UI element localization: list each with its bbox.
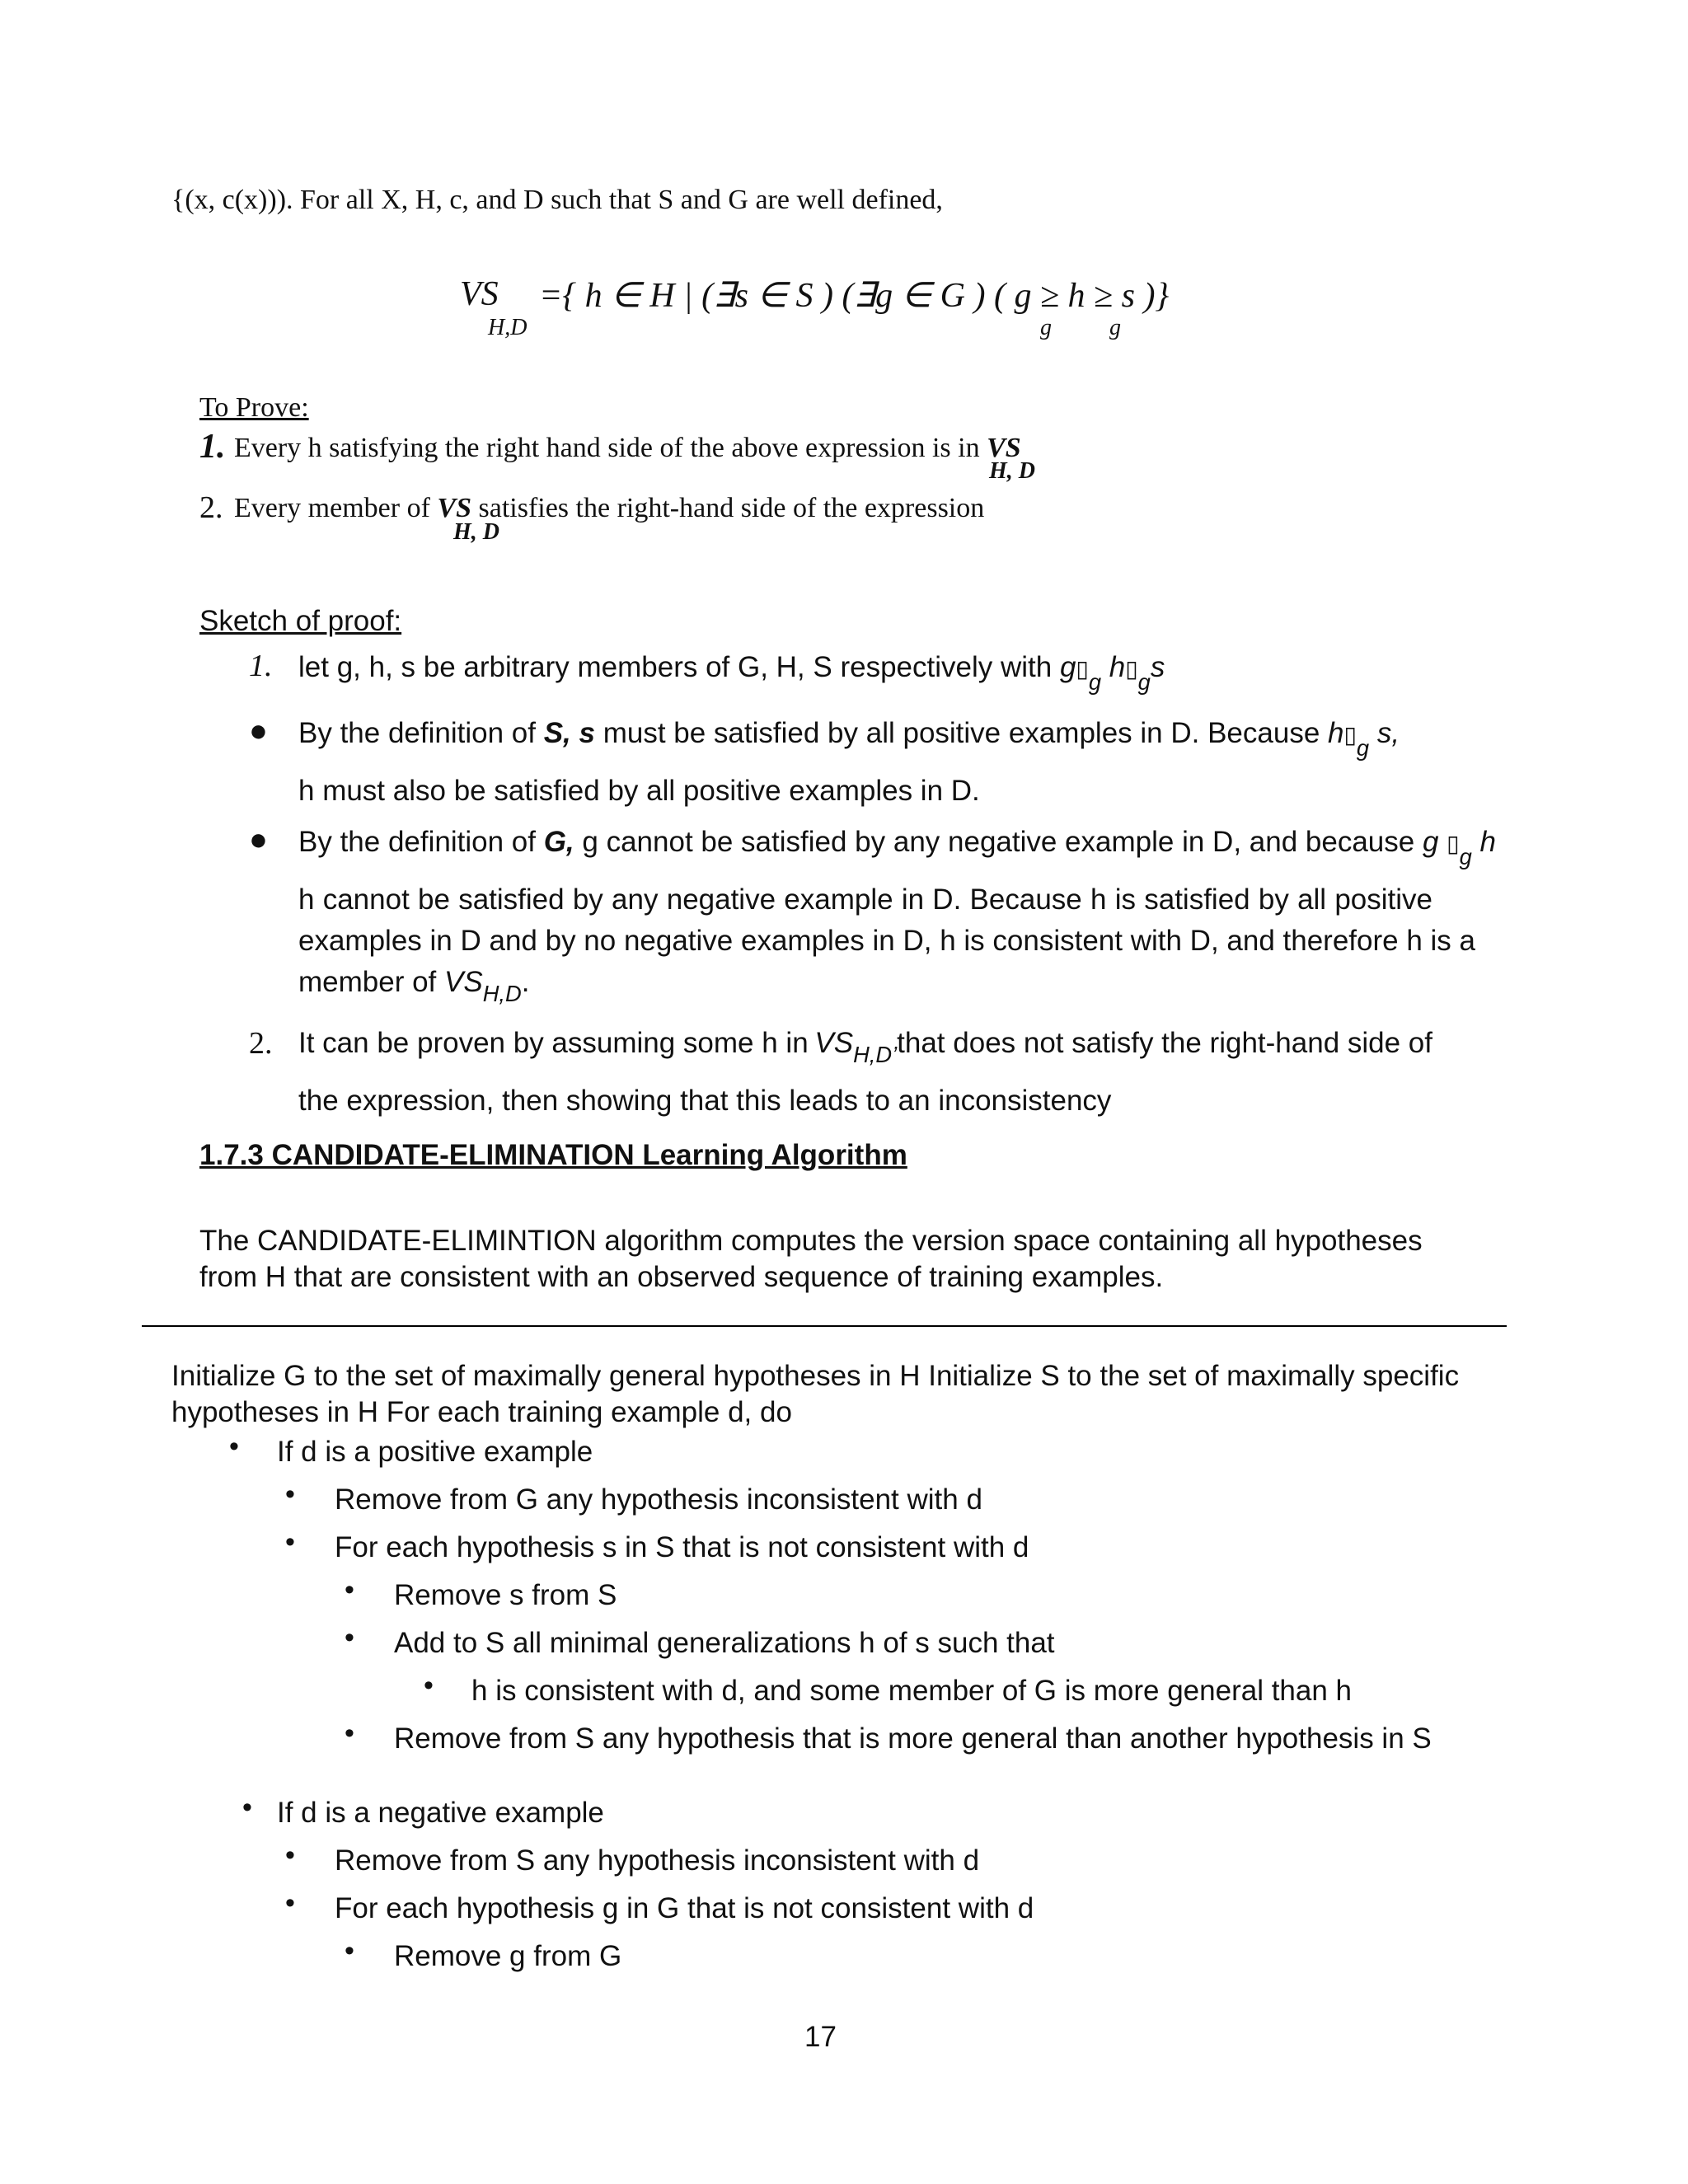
section-heading: 1.7.3 CANDIDATE-ELIMINATION Learning Algorithm — [199, 1139, 907, 1171]
sketch-heading: Sketch of proof: — [199, 605, 402, 637]
sketch-bullet-2-line-2: h cannot be satisfied by any negative example in D. Because h is satisfied by all positive — [298, 883, 1432, 916]
algo-positive-step-2b-i: h is consistent with d, and some member of G is more general than h — [471, 1675, 1353, 1707]
to-prove-item-1-number: 1. — [199, 428, 226, 466]
formula-sub-g2: g — [1109, 315, 1121, 340]
formula-lhs-subscript: H,D — [488, 315, 528, 340]
algo-positive-step-2c: Remove from S any hypothesis that is more general than another hypothesis in S — [394, 1722, 1432, 1755]
sketch-point-1-text: let g, h, s be arbitrary members of G, H, S respectively with $g▯_g$ $h▯_gs$ — [298, 651, 1165, 696]
sketch-point-1-number: 1. — [249, 649, 273, 683]
bullet-dot-icon: • — [229, 1431, 239, 1462]
page-number: 17 — [804, 2021, 837, 2053]
section-paragraph-line-1: The CANDIDATE-ELIMINTION algorithm computes the version space containing all hypotheses — [199, 1225, 1423, 1257]
to-prove-item-2-text: Every member of VS satisfies the right-hand side of the expression — [234, 493, 985, 523]
formula-lhs: VS — [460, 275, 499, 313]
algo-negative-step-2: For each hypothesis g in G that is not consistent with d — [335, 1892, 1034, 1924]
to-prove-item-1-subscript: H, D — [989, 458, 1035, 484]
bullet-dot-icon: • — [345, 1574, 354, 1605]
sketch-point-2-line-1: It can be proven by assuming some h in $VS_{H,D’}that$ does not satisfy the right-hand side of — [298, 1027, 1432, 1068]
bullet-dot-icon: • — [285, 1887, 295, 1919]
bullet-dot-icon: • — [424, 1670, 434, 1701]
bullet-dot-icon: • — [285, 1479, 295, 1510]
bullet-dot-icon: • — [242, 1792, 252, 1823]
sketch-bullet-2-line-3: examples in D and by no negative examples in D, h is consistent with D, and therefore h is a — [298, 925, 1475, 957]
to-prove-item-2-subscript: H, D — [453, 519, 499, 545]
bullet-dot-icon: • — [285, 1526, 295, 1558]
algo-line-1: Initialize G to the set of maximally general hypotheses in H Initialize S to the set of maximally specific — [171, 1360, 1460, 1392]
algo-negative-case: If d is a negative example — [277, 1797, 604, 1829]
divider-line — [142, 1325, 1507, 1327]
bullet-dot-icon: • — [285, 1840, 295, 1871]
bullet-dot-icon: • — [345, 1718, 354, 1749]
sketch-point-2-number: 2. — [249, 1026, 273, 1061]
algo-negative-step-1: Remove from S any hypothesis inconsistent with d — [335, 1844, 980, 1877]
bullet-dot-icon: ● — [249, 823, 268, 857]
bullet-dot-icon: • — [345, 1622, 354, 1653]
algo-positive-step-2b: Add to S all minimal generalizations h of s such that — [394, 1627, 1055, 1659]
algo-positive-step-1: Remove from G any hypothesis inconsistent with d — [335, 1483, 982, 1516]
to-prove-heading: To Prove: — [199, 392, 309, 423]
formula-rhs: ={ h ∈ H | (∃s ∈ S ) (∃g ∈ G ) ( g ≥ h ≥ s )} — [539, 277, 1170, 315]
sketch-bullet-2-line-4: member of $VS_{H,D}$. — [298, 966, 530, 1007]
to-prove-item-1-text: Every h satisfying the right hand side of the above expression is in VS — [234, 433, 1021, 463]
sketch-bullet-2-line-1: By the definition of G, g cannot be satisfied by any negative example in D, and because g $▯_g$ h — [298, 826, 1496, 870]
to-prove-item-2-number: 2. — [199, 490, 223, 525]
intro-line: {(x, c(x))). For all X, H, c, and D such that S and G are well defined, — [171, 185, 943, 215]
algo-line-2: hypotheses in H For each training example d, do — [171, 1396, 792, 1428]
algo-negative-step-2a: Remove g from G — [394, 1940, 622, 1972]
bullet-dot-icon: ● — [249, 714, 268, 748]
algo-positive-case: If d is a positive example — [277, 1436, 593, 1468]
algo-positive-step-2a: Remove s from S — [394, 1579, 617, 1611]
sketch-point-2-line-2: the expression, then showing that this leads to an inconsistency — [298, 1085, 1112, 1117]
algo-positive-step-2: For each hypothesis s in S that is not consistent with d — [335, 1531, 1029, 1563]
sketch-bullet-1-line-2: h must also be satisfied by all positive examples in D. — [298, 775, 980, 807]
formula-sub-g1: g — [1040, 315, 1052, 340]
sketch-bullet-1-line-1: By the definition of S, s must be satisfied by all positive examples in D. Because $h▯_g$ s, — [298, 717, 1400, 762]
bullet-dot-icon: • — [345, 1935, 354, 1966]
section-paragraph-line-2: from H that are consistent with an observed sequence of training examples. — [199, 1261, 1164, 1293]
